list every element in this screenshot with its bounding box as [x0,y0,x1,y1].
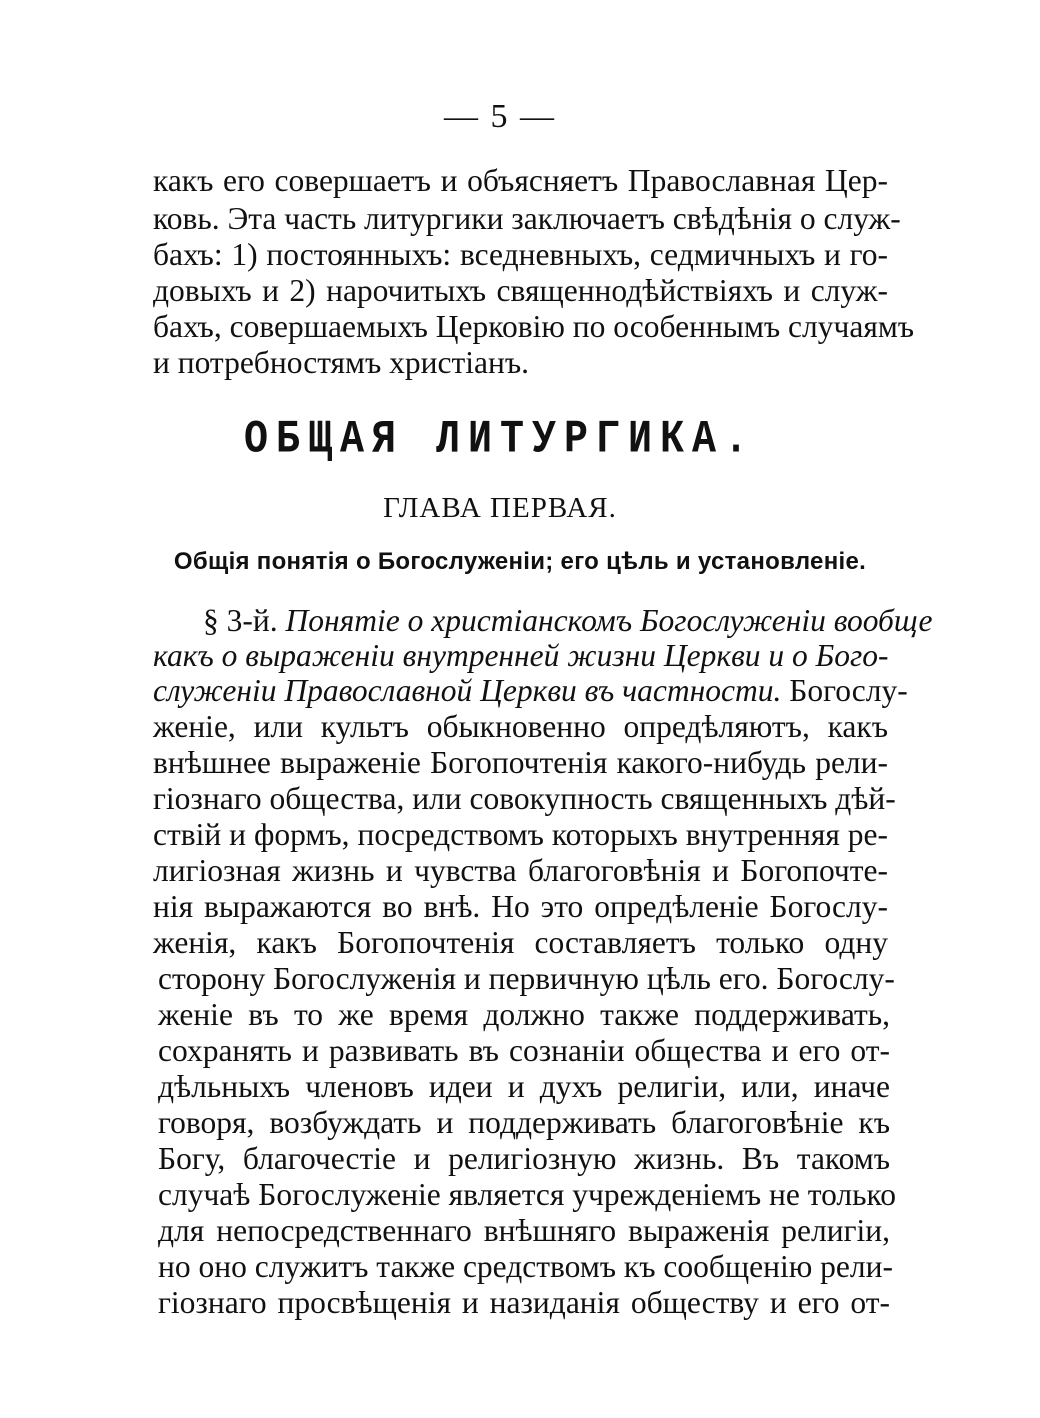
text-line: бахъ, совершаемыхъ Церковію по особеннымъ случаямъ [153,309,915,344]
paragraph-heading-line [153,672,908,710]
text-line: гіознаго общества, или совокупность священныхъ дѣй- [153,781,896,816]
paragraph-heading-line [203,602,933,640]
text-line: женіе, или культъ обыкновенно опредѣляютъ, какъ [153,709,888,744]
text-line: женія, какъ Богопочтенія составляетъ только одну [153,925,888,960]
page-number: — 5 — [444,98,556,135]
text-line: сторону Богослуженія и первичную цѣль его. Богослу- [158,961,895,996]
text-line: бахъ: 1) постоянныхъ: вседневныхъ, седмичныхъ и го- [153,237,888,272]
text-line: внѣшнее выраженіе Богопочтенія какого-нибудь рели- [153,745,888,780]
section-mark: § 3-й. [203,603,278,638]
text-line: женіе въ то же время должно также поддерживать, [158,997,890,1032]
text-line: ствій и формъ, посредствомъ которыхъ внутренняя ре- [153,817,888,852]
text-line: довыхъ и 2) нарочитыхъ священнодѣйствіяхъ и служ- [153,273,888,308]
text-line: и потребностямъ христіанъ. [153,345,530,380]
text-line: нія выражаются во внѣ. Но это опредѣленіе Богослу- [153,889,888,924]
paragraph-heading-line: какъ о выраженіи внутренней жизни Церкви и о Бого- [153,638,889,673]
text-line: Богу, благочестіе и религіозную жизнь. Въ такомъ [158,1141,890,1176]
chapter-heading: ГЛАВА ПЕРВАЯ. [383,492,617,524]
paragraph-heading-text: служеніи Православной Церкви въ частности. [153,673,782,708]
chapter-subtitle: Общія понятія о Богослуженіи; его цѣль и установленіе. [173,548,867,575]
text-line: сохранять и развивать въ сознаніи общества и его от- [158,1033,890,1068]
text-line: но оно служитъ также средствомъ къ сообщенію рели- [158,1249,893,1284]
text-line: лигіозная жизнь и чувства благоговѣнія и Богопочте- [153,853,888,888]
paragraph-heading-text: Понятіе о христіанскомъ Богослуженіи вообще [285,603,933,638]
text-line: какъ его совершаетъ и объясняетъ Православная Цер- [153,163,888,198]
text-line: ковь. Эта часть литургики заключаетъ свѣдѣнія о служ- [153,201,901,236]
text-line: для непосредственнаго внѣшняго выраженія религіи, [158,1213,890,1248]
text-line: гіознаго просвѣщенія и назиданія обществу и его от- [158,1285,890,1320]
paragraph-text: Богослу- [789,673,908,708]
section-title: ОБЩАЯ ЛИТУРГИКА. [243,414,757,467]
text-line: дѣльныхъ членовъ идеи и духъ религіи, или, иначе [158,1069,890,1104]
text-line: случаѣ Богослуженіе является учрежденіемъ не только [158,1177,896,1212]
text-line: говоря, возбуждать и поддерживать благоговѣніе къ [158,1105,890,1140]
